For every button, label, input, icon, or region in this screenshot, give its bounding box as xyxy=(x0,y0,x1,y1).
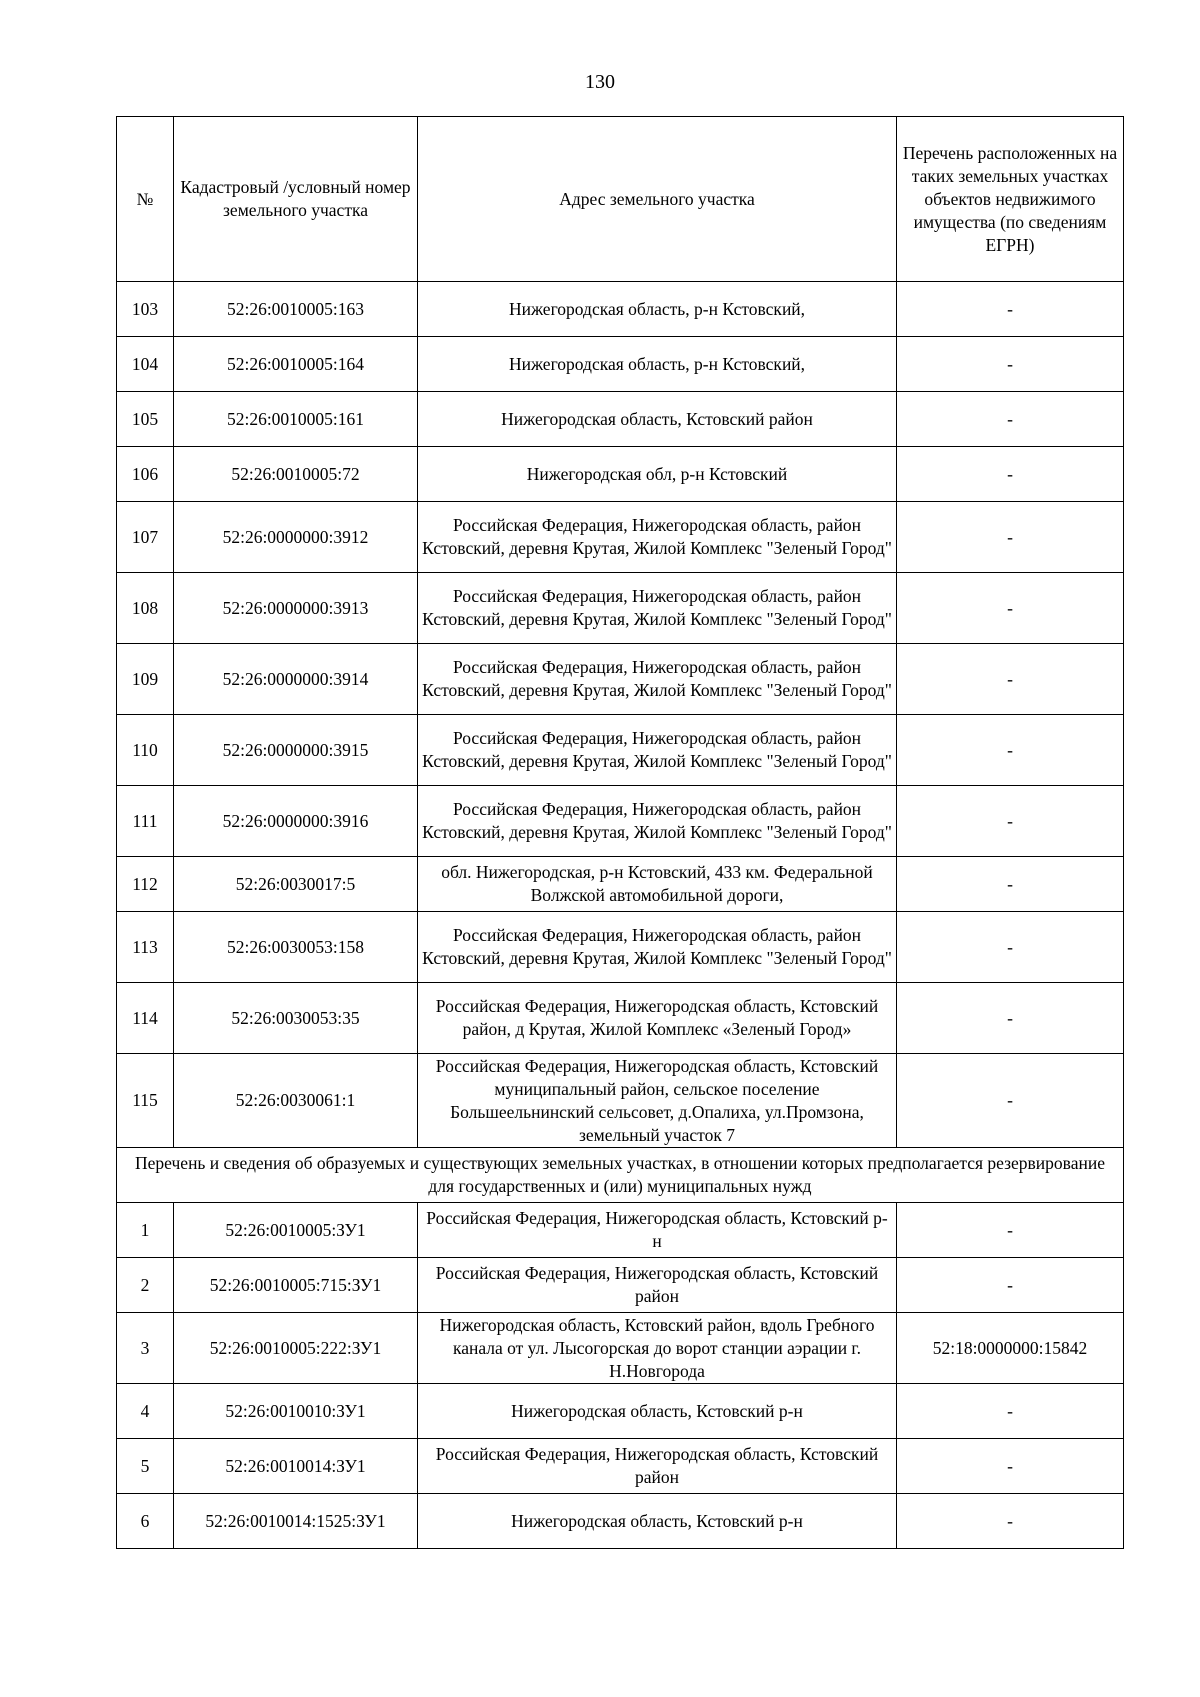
table-row xyxy=(117,1384,1124,1439)
cell-no: 104 xyxy=(117,337,174,392)
header-address: Адрес земельного участка xyxy=(418,117,897,282)
cell-address: Нижегородская область, Кстовский р-н xyxy=(418,1494,897,1549)
cell-address: Российская Федерация, Нижегородская область, Кстовский р-н xyxy=(418,1203,897,1258)
cell-address: Российская Федерация, Нижегородская область, район Кстовский, деревня Крутая, Жилой Комплекс "Зеленый Город" xyxy=(418,786,897,857)
section-body xyxy=(117,1148,1124,1203)
header-objects: Перечень расположенных на таких земельных участках объектов недвижимого имущества (по сведениям ЕГРН) xyxy=(897,117,1124,282)
page-number: 130 xyxy=(585,71,615,93)
cell-address: Российская Федерация, Нижегородская область, Кстовский район xyxy=(418,1439,897,1494)
cell-address: обл. Нижегородская, р-н Кстовский, 433 км. Федеральной Волжской автомобильной дороги, xyxy=(418,857,897,912)
cell-objects: - xyxy=(897,912,1124,983)
cell-no: 105 xyxy=(117,392,174,447)
cell-objects: - xyxy=(897,502,1124,573)
cell-address: Нижегородская область, р-н Кстовский, xyxy=(418,337,897,392)
cell-address: Российская Федерация, Нижегородская область, Кстовский район, д Крутая, Жилой Комплекс «Зеленый Город» xyxy=(418,983,897,1054)
cell-cadastral: 52:26:0000000:3916 xyxy=(174,786,418,857)
cell-no: 106 xyxy=(117,447,174,502)
section-title: Перечень и сведения об образуемых и существующих земельных участках, в отношении которых предполагается резервирование для государственных и (или) муниципальных нужд xyxy=(117,1148,1124,1203)
cell-address: Российская Федерация, Нижегородская область, Кстовский район xyxy=(418,1258,897,1313)
cell-cadastral: 52:26:0000000:3912 xyxy=(174,502,418,573)
cell-address: Российская Федерация, Нижегородская область, Кстовский муниципальный район, сельское поселение Большеельнинский сельсовет, д.Опалиха, ул.Промзона, земельный участок 7 xyxy=(418,1054,897,1148)
cell-objects: - xyxy=(897,1384,1124,1439)
cell-cadastral: 52:26:0030053:158 xyxy=(174,912,418,983)
cell-no: 107 xyxy=(117,502,174,573)
cell-objects: - xyxy=(897,1203,1124,1258)
cell-cadastral: 52:26:0030017:5 xyxy=(174,857,418,912)
cell-objects: - xyxy=(897,786,1124,857)
cell-no: 109 xyxy=(117,644,174,715)
cell-no: 103 xyxy=(117,282,174,337)
cell-objects: - xyxy=(897,337,1124,392)
cell-objects: - xyxy=(897,282,1124,337)
cell-objects: - xyxy=(897,447,1124,502)
table-row xyxy=(117,447,1124,502)
cell-no: 113 xyxy=(117,912,174,983)
table-row xyxy=(117,1054,1124,1148)
cell-cadastral: 52:26:0030053:35 xyxy=(174,983,418,1054)
header-cadastral: Кадастровый /условный номер земельного участка xyxy=(174,117,418,282)
table-body-part2 xyxy=(117,1203,1124,1549)
table-row xyxy=(117,1258,1124,1313)
cell-address: Нижегородская область, Кстовский р-н xyxy=(418,1384,897,1439)
cell-cadastral: 52:26:0010014:ЗУ1 xyxy=(174,1439,418,1494)
cell-address: Нижегородская обл, р-н Кстовский xyxy=(418,447,897,502)
cell-cadastral: 52:26:0010005:222:ЗУ1 xyxy=(174,1313,418,1384)
table-row xyxy=(117,983,1124,1054)
cell-cadastral: 52:26:0010005:715:ЗУ1 xyxy=(174,1258,418,1313)
cell-objects: - xyxy=(897,392,1124,447)
cell-cadastral: 52:26:0010005:164 xyxy=(174,337,418,392)
table-row xyxy=(117,573,1124,644)
cell-objects: - xyxy=(897,1439,1124,1494)
section-title-row xyxy=(117,1148,1124,1203)
cell-no: 4 xyxy=(117,1384,174,1439)
table-row xyxy=(117,282,1124,337)
table-row xyxy=(117,1439,1124,1494)
cell-cadastral: 52:26:0010005:ЗУ1 xyxy=(174,1203,418,1258)
cell-objects: - xyxy=(897,983,1124,1054)
cell-no: 2 xyxy=(117,1258,174,1313)
cell-address: Российская Федерация, Нижегородская область, район Кстовский, деревня Крутая, Жилой Комплекс "Зеленый Город" xyxy=(418,502,897,573)
cell-cadastral: 52:26:0010005:161 xyxy=(174,392,418,447)
cell-cadastral: 52:26:0010010:ЗУ1 xyxy=(174,1384,418,1439)
cell-objects: 52:18:0000000:15842 xyxy=(897,1313,1124,1384)
land-plots-table xyxy=(116,116,1124,1549)
cell-cadastral: 52:26:0030061:1 xyxy=(174,1054,418,1148)
cell-address: Российская Федерация, Нижегородская область, район Кстовский, деревня Крутая, Жилой Комплекс "Зеленый Город" xyxy=(418,912,897,983)
table-row xyxy=(117,1494,1124,1549)
cell-no: 111 xyxy=(117,786,174,857)
cell-no: 3 xyxy=(117,1313,174,1384)
cell-cadastral: 52:26:0000000:3915 xyxy=(174,715,418,786)
cell-objects: - xyxy=(897,1054,1124,1148)
cell-cadastral: 52:26:0010014:1525:ЗУ1 xyxy=(174,1494,418,1549)
table-row xyxy=(117,857,1124,912)
cell-objects: - xyxy=(897,644,1124,715)
cell-objects: - xyxy=(897,573,1124,644)
cell-cadastral: 52:26:0000000:3914 xyxy=(174,644,418,715)
cell-objects: - xyxy=(897,857,1124,912)
cell-no: 108 xyxy=(117,573,174,644)
cell-address: Российская Федерация, Нижегородская область, район Кстовский, деревня Крутая, Жилой Комплекс "Зеленый Город" xyxy=(418,573,897,644)
table-row xyxy=(117,392,1124,447)
header-no: № xyxy=(117,117,174,282)
table-body-part1 xyxy=(117,282,1124,1148)
cell-no: 6 xyxy=(117,1494,174,1549)
cell-objects: - xyxy=(897,1494,1124,1549)
table-row xyxy=(117,912,1124,983)
cell-no: 112 xyxy=(117,857,174,912)
cell-no: 1 xyxy=(117,1203,174,1258)
cell-address: Российская Федерация, Нижегородская область, район Кстовский, деревня Крутая, Жилой Комплекс "Зеленый Город" xyxy=(418,715,897,786)
cell-no: 110 xyxy=(117,715,174,786)
table-row xyxy=(117,502,1124,573)
cell-address: Нижегородская область, Кстовский район, вдоль Гребного канала от ул. Лысогорская до ворот станции аэрации г. Н.Новгорода xyxy=(418,1313,897,1384)
table-row xyxy=(117,1313,1124,1384)
cell-address: Нижегородская область, р-н Кстовский, xyxy=(418,282,897,337)
table-row xyxy=(117,715,1124,786)
cell-no: 5 xyxy=(117,1439,174,1494)
table-header-row xyxy=(117,117,1124,282)
cell-objects: - xyxy=(897,715,1124,786)
cell-address: Российская Федерация, Нижегородская область, район Кстовский, деревня Крутая, Жилой Комплекс "Зеленый Город" xyxy=(418,644,897,715)
cell-cadastral: 52:26:0010005:163 xyxy=(174,282,418,337)
cell-address: Нижегородская область, Кстовский район xyxy=(418,392,897,447)
table-row xyxy=(117,786,1124,857)
cell-objects: - xyxy=(897,1258,1124,1313)
cell-cadastral: 52:26:0010005:72 xyxy=(174,447,418,502)
table-row xyxy=(117,1203,1124,1258)
cell-cadastral: 52:26:0000000:3913 xyxy=(174,573,418,644)
cell-no: 115 xyxy=(117,1054,174,1148)
table-row xyxy=(117,644,1124,715)
cell-no: 114 xyxy=(117,983,174,1054)
table-row xyxy=(117,337,1124,392)
